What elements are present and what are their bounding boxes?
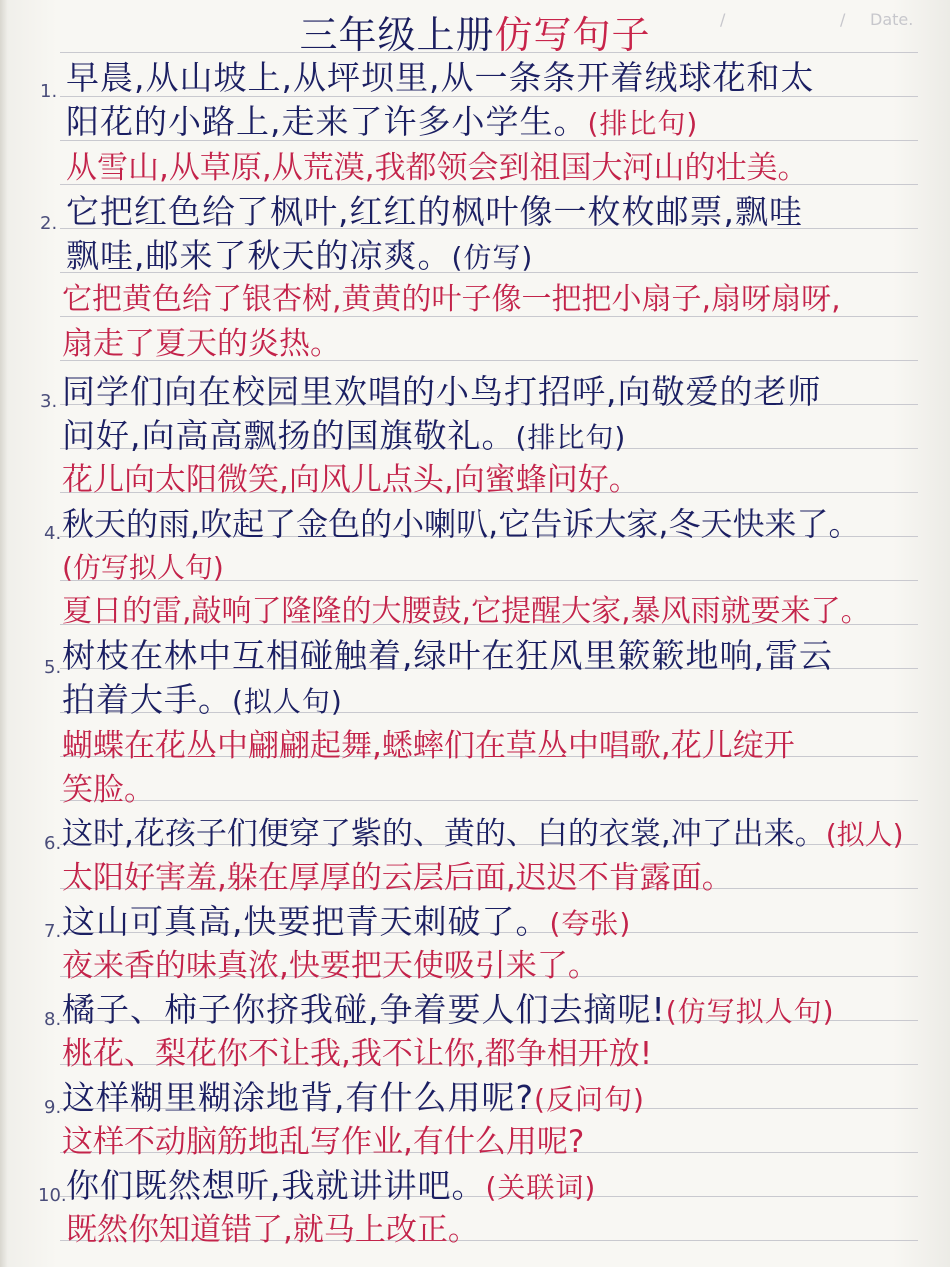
original-text: 阳花的小路上,走来了许多小学生。 bbox=[66, 102, 588, 141]
original-text: 这时,花孩子们便穿了紫的、黄的、白的衣裳,冲了出来。 bbox=[62, 816, 826, 852]
sentence-type-note: (排比句) bbox=[515, 421, 627, 454]
item-number: 7. bbox=[44, 921, 62, 942]
sentence-type-note: (仿写拟人句) bbox=[665, 995, 835, 1028]
imitation-line: 既然你知道错了,就马上改正。 bbox=[66, 1212, 479, 1248]
original-text: 你们既然想听,我就讲讲吧。 bbox=[66, 1166, 486, 1205]
imitation-line: 花儿向太阳微笑,向风儿点头,向蜜蜂问好。 bbox=[62, 462, 640, 498]
original-line: 树枝在林中互相碰触着,绿叶在狂风里簌簌地响,雷云 bbox=[62, 636, 833, 675]
imitation-line: 它把黄色给了银杏树,黄黄的叶子像一把把小扇子,扇呀扇呀, bbox=[62, 282, 841, 317]
imitation-line: 这样不动脑筋地乱写作业,有什么用呢? bbox=[62, 1124, 585, 1160]
original-text: 橘子、柿子你挤我碰,争着要人们去摘呢! bbox=[62, 990, 666, 1029]
original-line bbox=[62, 988, 835, 1034]
item-number: 3. bbox=[40, 391, 58, 412]
imitation-line: 笑脸。 bbox=[62, 772, 155, 808]
original-text: 飘哇,邮来了秋天的凉爽。 bbox=[66, 236, 452, 275]
original-text: 问好,向高高飘扬的国旗敬礼。 bbox=[62, 416, 516, 455]
sentence-type-note: (仿写) bbox=[451, 241, 534, 274]
original-text: 这山可真高,快要把青天刺破了。 bbox=[62, 902, 550, 941]
title-accent: 仿写句子 bbox=[494, 13, 651, 57]
original-line bbox=[62, 812, 904, 857]
sentence-type-note: (仿写拟人句) bbox=[62, 551, 224, 584]
date-label: Date. bbox=[870, 10, 914, 29]
item-number: 2. bbox=[40, 213, 58, 234]
original-line bbox=[62, 414, 626, 460]
sentence-type-note: (关联词) bbox=[485, 1171, 597, 1204]
imitation-line: 桃花、梨花你不让我,我不让你,都争相开放! bbox=[62, 1036, 653, 1072]
imitation-line: 蝴蝶在花丛中翩翩起舞,蟋蟀们在草丛中唱歌,花儿绽开 bbox=[62, 728, 795, 764]
original-text: 这样糊里糊涂地背,有什么用呢? bbox=[62, 1078, 535, 1117]
date-slash-1: / bbox=[720, 10, 726, 29]
original-line: 秋天的雨,吹起了金色的小喇叭,它告诉大家,冬天快来了。 bbox=[62, 505, 861, 543]
imitation-line: 从雪山,从草原,从荒漠,我都领会到祖国大河山的壮美。 bbox=[66, 150, 809, 186]
notebook-spine bbox=[0, 0, 8, 1267]
item-number: 1. bbox=[40, 81, 58, 102]
original-line bbox=[62, 900, 631, 946]
sentence-type-note: (排比句) bbox=[587, 107, 699, 140]
original-line: 它把红色给了枫叶,红红的枫叶像一枚枚邮票,飘哇 bbox=[66, 192, 803, 231]
sentence-type-note: (夸张) bbox=[549, 907, 632, 940]
original-line bbox=[62, 1076, 645, 1122]
imitation-line: 太阳好害羞,躲在厚厚的云层后面,迟迟不肯露面。 bbox=[62, 860, 733, 896]
item-number: 8. bbox=[44, 1009, 62, 1030]
imitation-line: 夜来香的味真浓,快要把天使吸引来了。 bbox=[62, 948, 599, 984]
title-main: 三年级上册 bbox=[299, 13, 495, 57]
original-line bbox=[66, 1164, 596, 1210]
item-number: 6. bbox=[44, 833, 62, 854]
page-title bbox=[0, 8, 950, 62]
imitation-line: 夏日的雷,敲响了隆隆的大腰鼓,它提醒大家,暴风雨就要来了。 bbox=[62, 594, 871, 629]
original-line bbox=[66, 234, 533, 280]
original-line bbox=[62, 678, 343, 724]
original-text: 拍着大手。 bbox=[62, 680, 232, 719]
original-line: 同学们向在校园里欢唱的小鸟打招呼,向敬爱的老师 bbox=[62, 372, 822, 411]
date-slash-2: / bbox=[840, 10, 846, 29]
sentence-type-note: (拟人句) bbox=[232, 685, 343, 718]
item-number: 9. bbox=[44, 1097, 62, 1118]
original-line bbox=[62, 546, 224, 594]
item-number: 5. bbox=[44, 657, 62, 678]
item-number: 10. bbox=[38, 1185, 67, 1206]
imitation-line: 扇走了夏天的炎热。 bbox=[62, 326, 341, 362]
item-number: 4. bbox=[44, 523, 62, 544]
original-line: 早晨,从山坡上,从坪坝里,从一条条开着绒球花和太 bbox=[66, 58, 815, 97]
sentence-type-note: (拟人) bbox=[825, 818, 904, 851]
original-line bbox=[66, 100, 698, 146]
sentence-type-note: (反问句) bbox=[534, 1083, 645, 1116]
